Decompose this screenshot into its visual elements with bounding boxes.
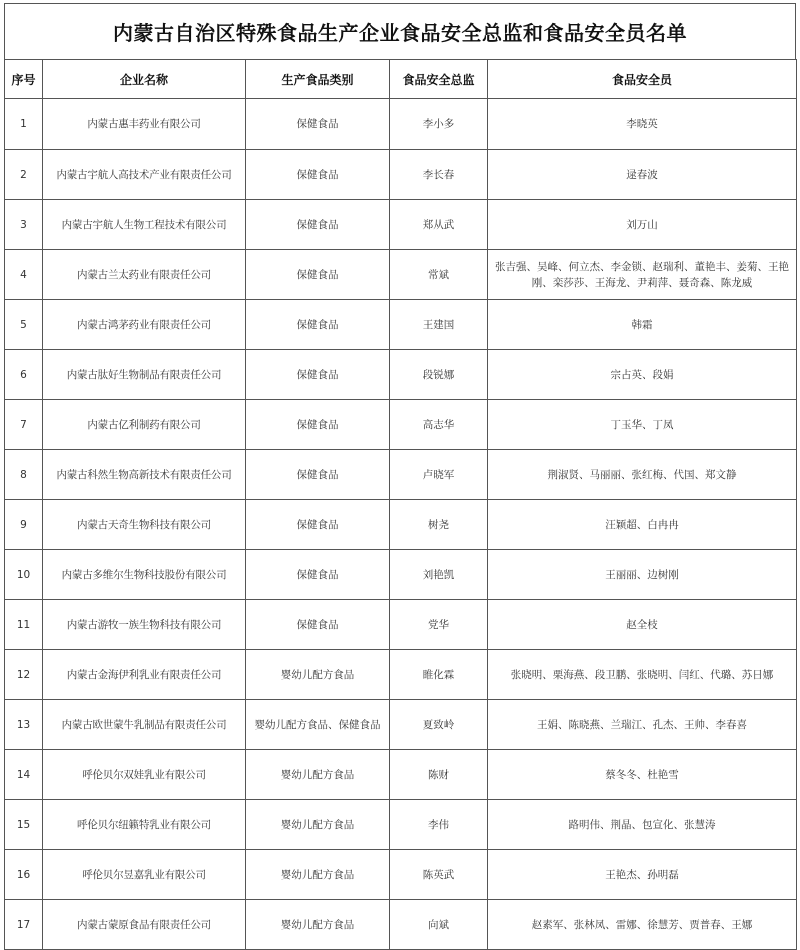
table-row <box>5 750 797 800</box>
cell-director: 树尧 <box>390 500 488 550</box>
table-body <box>5 99 797 950</box>
cell-company: 内蒙古肽好生物制品有限责任公司 <box>43 350 246 400</box>
table-row <box>5 350 797 400</box>
cell-director: 郑从武 <box>390 200 488 250</box>
table-row <box>5 450 797 500</box>
cell-category: 保健食品 <box>246 350 390 400</box>
cell-officers: 汪颖超、白冉冉 <box>488 500 797 550</box>
cell-category: 保健食品 <box>246 300 390 350</box>
cell-category: 保健食品 <box>246 400 390 450</box>
cell-company: 内蒙古多维尔生物科技股份有限公司 <box>43 550 246 600</box>
cell-company: 呼伦贝尔昱嘉乳业有限公司 <box>43 850 246 900</box>
cell-officers: 王娟、陈晓燕、兰瑞江、孔杰、王帅、李春喜 <box>488 700 797 750</box>
cell-category: 保健食品 <box>246 200 390 250</box>
cell-company: 内蒙古科然生物高新技术有限责任公司 <box>43 450 246 500</box>
cell-category: 保健食品 <box>246 500 390 550</box>
cell-category: 婴幼儿配方食品 <box>246 800 390 850</box>
cell-no: 16 <box>5 850 43 900</box>
cell-company: 内蒙古游牧一族生物科技有限公司 <box>43 600 246 650</box>
staff-table <box>4 59 797 950</box>
cell-company: 呼伦贝尔双娃乳业有限公司 <box>43 750 246 800</box>
cell-company: 内蒙古蒙原食品有限责任公司 <box>43 900 246 950</box>
table-row <box>5 700 797 750</box>
cell-officers: 蔡冬冬、杜艳雪 <box>488 750 797 800</box>
cell-director: 卢晓军 <box>390 450 488 500</box>
cell-officers: 丁玉华、丁凤 <box>488 400 797 450</box>
cell-director: 向斌 <box>390 900 488 950</box>
cell-no: 8 <box>5 450 43 500</box>
cell-officers: 李晓英 <box>488 99 797 150</box>
cell-officers: 赵全枝 <box>488 600 797 650</box>
cell-director: 睢化霖 <box>390 650 488 700</box>
cell-company: 呼伦贝尔纽籁特乳业有限公司 <box>43 800 246 850</box>
cell-officers: 荆淑贤、马丽丽、张红梅、代国、郑文静 <box>488 450 797 500</box>
cell-no: 6 <box>5 350 43 400</box>
cell-director: 党华 <box>390 600 488 650</box>
table-row <box>5 99 797 150</box>
table-row <box>5 900 797 950</box>
cell-category: 婴幼儿配方食品、保健食品 <box>246 700 390 750</box>
cell-no: 14 <box>5 750 43 800</box>
table-row <box>5 600 797 650</box>
cell-no: 11 <box>5 600 43 650</box>
table-row <box>5 800 797 850</box>
cell-director: 李伟 <box>390 800 488 850</box>
cell-company: 内蒙古天奇生物科技有限公司 <box>43 500 246 550</box>
cell-director: 王建国 <box>390 300 488 350</box>
cell-director: 高志华 <box>390 400 488 450</box>
cell-category: 保健食品 <box>246 600 390 650</box>
cell-officers: 宗占英、段娟 <box>488 350 797 400</box>
cell-no: 10 <box>5 550 43 600</box>
cell-category: 保健食品 <box>246 99 390 150</box>
cell-no: 1 <box>5 99 43 150</box>
cell-category: 保健食品 <box>246 450 390 500</box>
cell-officers: 王艳杰、孙明磊 <box>488 850 797 900</box>
cell-director: 常斌 <box>390 250 488 300</box>
table-row <box>5 550 797 600</box>
table-row <box>5 850 797 900</box>
cell-officers: 赵素军、张林凤、雷娜、徐慧芳、贾普春、王娜 <box>488 900 797 950</box>
header-no: 序号 <box>5 60 43 99</box>
cell-no: 17 <box>5 900 43 950</box>
cell-no: 9 <box>5 500 43 550</box>
cell-no: 7 <box>5 400 43 450</box>
cell-no: 2 <box>5 150 43 200</box>
header-director: 食品安全总监 <box>390 60 488 99</box>
table-row <box>5 150 797 200</box>
table-row <box>5 500 797 550</box>
cell-category: 婴幼儿配方食品 <box>246 750 390 800</box>
table-row <box>5 250 797 300</box>
cell-company: 内蒙古宇航人生物工程技术有限公司 <box>43 200 246 250</box>
cell-director: 李小多 <box>390 99 488 150</box>
cell-director: 陈财 <box>390 750 488 800</box>
cell-category: 婴幼儿配方食品 <box>246 850 390 900</box>
cell-officers: 张吉强、吴峰、何立杰、李金锁、赵瑞利、董艳丰、姜菊、王艳刚、栾莎莎、王海龙、尹莉萍、聂奇森、陈龙威 <box>488 250 797 300</box>
cell-category: 保健食品 <box>246 150 390 200</box>
cell-no: 3 <box>5 200 43 250</box>
cell-category: 保健食品 <box>246 550 390 600</box>
header-category: 生产食品类别 <box>246 60 390 99</box>
table-row <box>5 650 797 700</box>
header-row <box>5 60 797 99</box>
cell-category: 保健食品 <box>246 250 390 300</box>
cell-no: 15 <box>5 800 43 850</box>
cell-company: 内蒙古欧世蒙牛乳制品有限责任公司 <box>43 700 246 750</box>
table-row <box>5 400 797 450</box>
cell-director: 夏致岭 <box>390 700 488 750</box>
header-company: 企业名称 <box>43 60 246 99</box>
title-bar <box>4 3 796 59</box>
cell-director: 李长春 <box>390 150 488 200</box>
cell-no: 12 <box>5 650 43 700</box>
cell-officers: 逯春波 <box>488 150 797 200</box>
cell-no: 4 <box>5 250 43 300</box>
cell-officers: 韩霜 <box>488 300 797 350</box>
cell-category: 婴幼儿配方食品 <box>246 650 390 700</box>
header-officers: 食品安全员 <box>488 60 797 99</box>
cell-category: 婴幼儿配方食品 <box>246 900 390 950</box>
page-title: 内蒙古自治区特殊食品生产企业食品安全总监和食品安全员名单 <box>113 21 687 45</box>
cell-company: 内蒙古亿利制药有限公司 <box>43 400 246 450</box>
cell-company: 内蒙古鸿茅药业有限责任公司 <box>43 300 246 350</box>
cell-director: 陈英武 <box>390 850 488 900</box>
cell-officers: 刘万山 <box>488 200 797 250</box>
cell-director: 段锐娜 <box>390 350 488 400</box>
cell-officers: 路明伟、荆晶、包宣化、张慧涛 <box>488 800 797 850</box>
table-row <box>5 200 797 250</box>
cell-officers: 王丽丽、边树刚 <box>488 550 797 600</box>
cell-company: 内蒙古金海伊利乳业有限责任公司 <box>43 650 246 700</box>
cell-no: 5 <box>5 300 43 350</box>
cell-company: 内蒙古惠丰药业有限公司 <box>43 99 246 150</box>
cell-director: 刘艳凯 <box>390 550 488 600</box>
cell-company: 内蒙古兰太药业有限责任公司 <box>43 250 246 300</box>
cell-officers: 张晓明、栗海燕、段卫鹏、张晓明、闫红、代璐、苏日娜 <box>488 650 797 700</box>
cell-no: 13 <box>5 700 43 750</box>
table-row <box>5 300 797 350</box>
document-sheet <box>4 3 796 946</box>
cell-company: 内蒙古宇航人高技术产业有限责任公司 <box>43 150 246 200</box>
